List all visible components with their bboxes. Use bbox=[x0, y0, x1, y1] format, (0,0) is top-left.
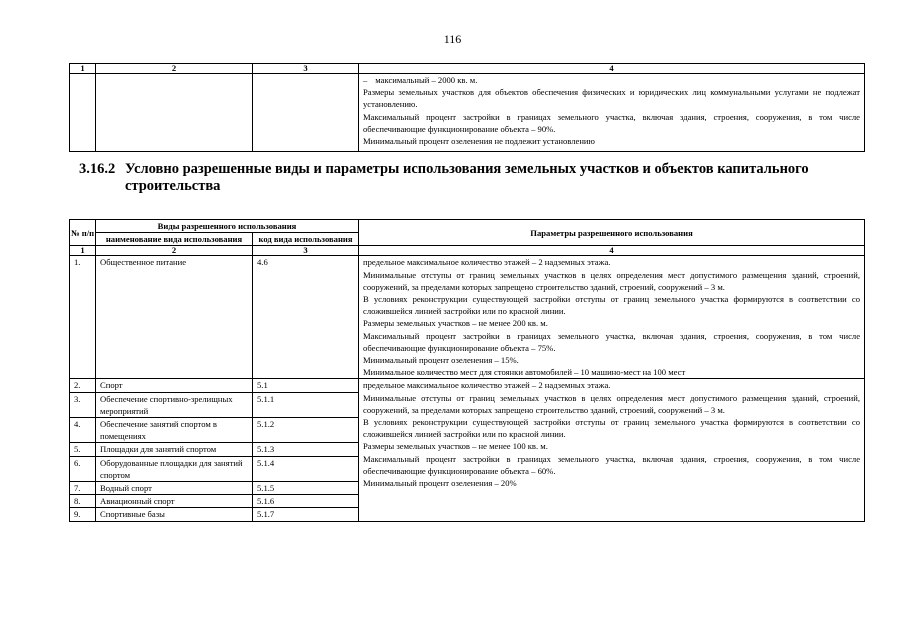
row-code: 5.1.3 bbox=[253, 443, 359, 456]
row-name: Площадки для занятий спортом bbox=[96, 443, 253, 456]
table-row bbox=[70, 74, 865, 152]
row-num: 5. bbox=[70, 443, 96, 456]
column-numbers-row bbox=[70, 246, 865, 256]
param-line: Минимальный процент озеленения – 20% bbox=[363, 478, 517, 489]
row-code: 5.1 bbox=[253, 379, 359, 392]
col-number: 3 bbox=[253, 64, 359, 74]
params-cell bbox=[359, 74, 865, 152]
col-number: 4 bbox=[359, 246, 865, 256]
col-number: 1 bbox=[70, 64, 96, 74]
row-name: Водный спорт bbox=[96, 482, 253, 495]
param-line: предельное максимальное количество этажей – 2 надземных этажа. bbox=[363, 257, 611, 268]
table-row bbox=[70, 256, 865, 379]
row-num: 2. bbox=[70, 379, 96, 392]
row-name: Авиационный спорт bbox=[96, 495, 253, 508]
header-code: код вида использования bbox=[253, 233, 359, 246]
row-name: Обеспечение спортивно-зрелищных мероприятий bbox=[96, 392, 253, 417]
col-number: 1 bbox=[70, 246, 96, 256]
section-title-line2: строительства bbox=[125, 178, 221, 194]
header-group: Виды разрешенного использования bbox=[96, 220, 359, 233]
section-number: 3.16.2 bbox=[79, 161, 116, 177]
col-number: 2 bbox=[96, 246, 253, 256]
row-name: Спорт bbox=[96, 379, 253, 392]
row-name: Общественное питание bbox=[96, 256, 253, 379]
param-line: Минимальный процент озеленения не подлежит установлению bbox=[363, 136, 595, 147]
header-num: № п/п bbox=[70, 220, 96, 246]
header-row bbox=[70, 220, 865, 233]
row-code: 5.1.4 bbox=[253, 456, 359, 481]
row-code: 5.1.7 bbox=[253, 508, 359, 521]
row-name: Оборудованные площадки для занятий спортом bbox=[96, 456, 253, 481]
row-name: Спортивные базы bbox=[96, 508, 253, 521]
col-number: 4 bbox=[359, 64, 865, 74]
params-cell bbox=[359, 256, 865, 379]
params-cell bbox=[359, 379, 865, 521]
col-number: 2 bbox=[96, 64, 253, 74]
column-numbers-row bbox=[70, 64, 865, 74]
row-num: 4. bbox=[70, 418, 96, 443]
param-line: Размеры земельных участков – не менее 200 кв. м. bbox=[363, 318, 548, 329]
row-code: 4.6 bbox=[253, 256, 359, 379]
param-line: Максимальный процент застройки в границах земельного участка, включая здания, строения, сооружения, в том числе обеспечивающие функционирование объекта – 60%. bbox=[363, 453, 861, 476]
param-line: Максимальный процент застройки в границах земельного участка, включая здания, строения, сооружения, в том числе обеспечивающие функционирование объекта – 75%. bbox=[363, 330, 861, 353]
param-line: В условиях реконструкции существующей застройки отступы от границ земельного участка формируются в соответствии со сложившейся линией застройки или по красной линии. bbox=[363, 294, 861, 317]
permitted-uses-table bbox=[69, 219, 865, 522]
section-title-line1: Условно разрешенные виды и параметры использования земельных участков и объектов капитального bbox=[125, 161, 809, 177]
param-line: Максимальный процент застройки в границах земельного участка, включая здания, строения, сооружения, в том числе обеспечивающие функционирование объекта – 90%. bbox=[363, 111, 860, 134]
col-number: 3 bbox=[253, 246, 359, 256]
param-line: Размеры земельных участков для объектов обеспечения физических и юридических лиц коммунальными услугами не подлежат установлению. bbox=[363, 87, 860, 110]
row-num: 8. bbox=[70, 495, 96, 508]
row-code: 5.1.2 bbox=[253, 418, 359, 443]
page-number: 116 bbox=[443, 32, 462, 46]
row-num: 3. bbox=[70, 392, 96, 417]
row-code: 5.1.1 bbox=[253, 392, 359, 417]
param-line: Минимальные отступы от границ земельных участков в целях определения мест допустимого размещения зданий, строений, сооружений, за пределами которых запрещено строительство зданий, строений, сооружений – 3 м. bbox=[363, 269, 861, 292]
row-name: Обеспечение занятий спортом в помещениях bbox=[96, 418, 253, 443]
row-code: 5.1.6 bbox=[253, 495, 359, 508]
param-line: – максимальный – 2000 кв. м. bbox=[363, 74, 860, 86]
param-line: Минимальный процент озеленения – 15%. bbox=[363, 355, 519, 366]
row-num: 7. bbox=[70, 482, 96, 495]
row-num: 9. bbox=[70, 508, 96, 521]
param-line: предельное максимальное количество этажей – 2 надземных этажа. bbox=[363, 380, 611, 391]
param-line: Размеры земельных участков – не менее 100 кв. м. bbox=[363, 441, 548, 452]
section-heading bbox=[79, 161, 861, 195]
continuation-table bbox=[69, 63, 865, 152]
header-params: Параметры разрешенного использования bbox=[359, 220, 865, 246]
header-name: наименование вида использования bbox=[96, 233, 253, 246]
row-num: 6. bbox=[70, 456, 96, 481]
param-line: В условиях реконструкции существующей застройки отступы от границ земельного участка формируются в соответствии со сложившейся линией застройки или по красной линии. bbox=[363, 417, 861, 440]
param-line: Минимальное количество мест для стоянки автомобилей – 10 машино-мест на 100 мест bbox=[363, 367, 686, 378]
row-code: 5.1.5 bbox=[253, 482, 359, 495]
param-line: Минимальные отступы от границ земельных участков в целях определения мест допустимого размещения зданий, строений, сооружений, за пределами которых запрещено строительство зданий, строений, сооружений – 3 м. bbox=[363, 392, 861, 415]
table-row bbox=[70, 379, 865, 392]
row-num: 1. bbox=[70, 256, 96, 379]
